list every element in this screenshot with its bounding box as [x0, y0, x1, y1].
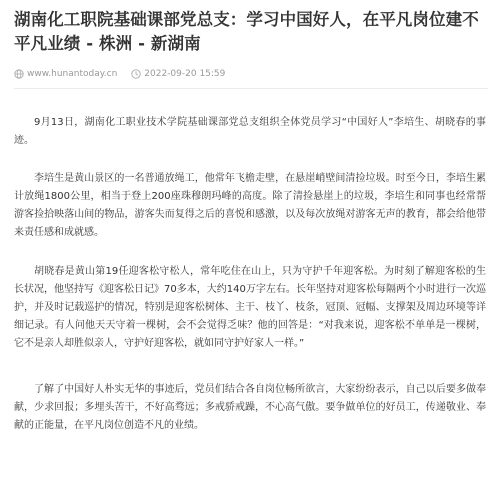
- article-paragraph: 胡晓春是黄山第19任迎客松守松人，常年吃住在山上，只为守护千年迎客松。为时刻了解迎客松的生长状况，他坚持写《迎客松日记》70多本，大约140万字左右。长年坚持对迎客松每隔两个小时进行一次巡护，并及时记载巡护的情况，特别是迎客松树体、主干、枝丫、枝条，冠顶、冠幅、支撑架及周边环境等详细记录。有人问他天天守着一棵树，会不会觉得乏味？他的回答是：“对我来说，迎客松不单单是一棵树，它不是亲人却胜似亲人，守护好迎客松，就如同守护好家人一样。”: [14, 266, 486, 349]
- clock-icon: [131, 69, 141, 79]
- article-body: [14, 114, 486, 455]
- article-source[interactable]: www.hunantoday.cn: [27, 69, 118, 79]
- header-divider: [14, 88, 488, 89]
- article-paragraph: 李培生是黄山景区的一名普通放绳工，他常年飞檐走壁，在悬崖峭壁间清捡垃圾。时至今日，李培生累计放绳1800公里，相当于登上200座珠穆朗玛峰的高度。除了清捡悬崖上的垃圾，李培生和同事也经常帮游客捡拾映落山间的物品，游客失而复得之后的喜悦和感激，以及每次放绳对游客无声的教育，都会给他带来责任感和成就感。: [14, 173, 486, 238]
- article-date: 2022-09-20 15:59: [144, 69, 226, 79]
- globe-icon: [14, 69, 24, 79]
- page-title: 湖南化工职院基础课部党总支：学习中国好人，在平凡岗位建不平凡业绩 - 株洲 - 新湖南: [14, 10, 479, 53]
- article-paragraph: 了解了中国好人朴实无华的事迹后，党员们结合各自岗位畅所欲言，大家纷纷表示，自己以后要多做奉献，少求回报；多埋头苦干，不好高骛远；多戒骄戒躁，不心高气傲。要争做单位的好员工，传递敬业、奉献的正能量，在平凡岗位创造不凡的业绩。: [14, 384, 486, 431]
- article-meta: [14, 67, 225, 81]
- article-paragraph: 9月13日，湖南化工职业技术学院基础课部党总支组织全体党员学习“中国好人”李培生、胡晓春的事迹。: [14, 117, 486, 146]
